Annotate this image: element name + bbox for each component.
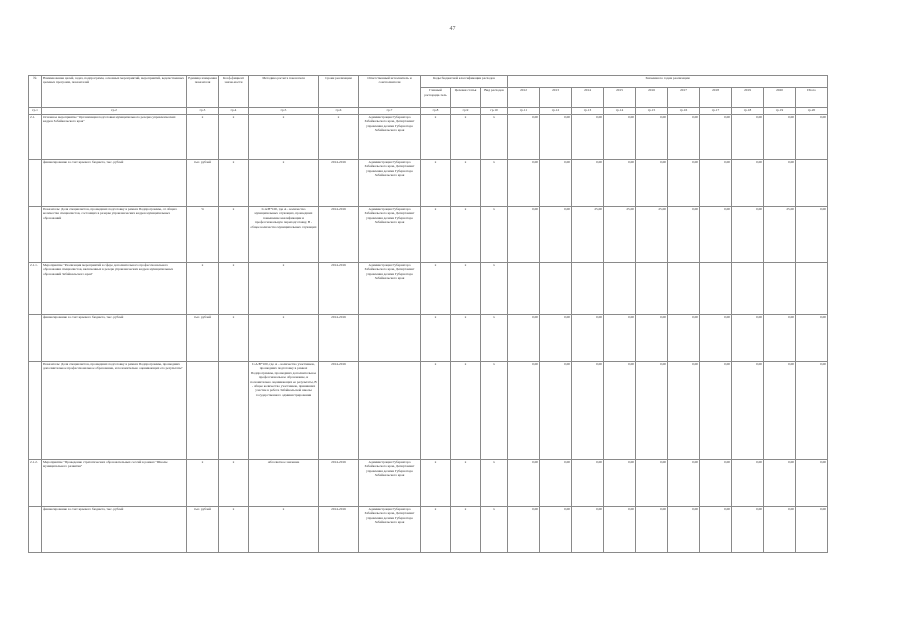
row-budget-prog: х: [451, 160, 481, 207]
row-unit: х: [187, 115, 219, 160]
row-value: 0,00: [668, 115, 700, 160]
column-number: гр.4: [219, 108, 249, 115]
row-value: [604, 263, 636, 315]
row-value: 0,00: [668, 315, 700, 362]
table-body: [29, 115, 828, 553]
column-number: гр.12: [540, 108, 572, 115]
header-values: Значения по годам реализации: [508, 76, 828, 88]
header-year: 2017: [668, 88, 700, 108]
row-value: 0,00: [604, 460, 636, 507]
row-value: 0,00: [700, 507, 732, 553]
column-number: гр.19: [764, 108, 796, 115]
column-number: гр.2: [42, 108, 187, 115]
row-unit: %: [187, 207, 219, 263]
page-number: 47: [449, 26, 456, 32]
header-method: Методика расчета показателя: [249, 76, 319, 108]
row-budget-prog: х: [451, 115, 481, 160]
row-budget-prog: х: [451, 315, 481, 362]
row-budget-main: х: [421, 263, 451, 315]
row-responsible: [359, 362, 421, 460]
column-number: гр.16: [668, 108, 700, 115]
row-value: 0,00: [732, 460, 764, 507]
column-number: гр.18: [732, 108, 764, 115]
row-value: 0,00: [636, 507, 668, 553]
row-value: 0,00: [764, 160, 796, 207]
row-term: 2014-2016: [319, 315, 359, 362]
row-value: 0,00: [732, 362, 764, 460]
row-value: 0,00: [636, 315, 668, 362]
column-number: гр.9: [451, 108, 481, 115]
column-number: гр.13: [572, 108, 604, 115]
row-value: 0,00: [700, 460, 732, 507]
column-number: гр.17: [700, 108, 732, 115]
row-method: Абсолютное значение: [249, 460, 319, 507]
row-value: 0,00: [732, 160, 764, 207]
table-row: [29, 263, 828, 315]
row-budget-main: х: [421, 207, 451, 263]
row-coef: х: [219, 160, 249, 207]
row-number: 2.1.2.: [29, 460, 42, 507]
row-number: [29, 507, 42, 553]
row-value: [508, 263, 540, 315]
row-value: 0,00: [668, 207, 700, 263]
row-value: 0,00: [572, 160, 604, 207]
header-budget-prog: Целевая статья: [451, 88, 481, 108]
column-number: гр.20: [796, 108, 828, 115]
row-unit: х: [187, 263, 219, 315]
row-budget-type: х: [481, 263, 508, 315]
header-year: 2020: [764, 88, 796, 108]
row-value: 0,00: [732, 315, 764, 362]
column-number: гр.1: [29, 108, 42, 115]
row-value: 0,00: [636, 362, 668, 460]
row-value: 0,00: [604, 115, 636, 160]
row-value: 0,00: [540, 160, 572, 207]
row-budget-main: х: [421, 362, 451, 460]
header-budget-codes: Коды бюджетной классификации расходов: [421, 76, 508, 88]
row-value: 0,00: [508, 362, 540, 460]
row-value: 0,00: [540, 362, 572, 460]
row-value: 0,00: [764, 507, 796, 553]
table-row: [29, 315, 828, 362]
row-unit: [187, 362, 219, 460]
row-value: 0,00: [636, 115, 668, 160]
table-row: [29, 160, 828, 207]
row-value: 0,00: [796, 207, 828, 263]
row-value: 0,00: [700, 362, 732, 460]
row-number: 2.1.: [29, 115, 42, 160]
row-name: Показатель: Доля специалистов, прошедших подготовку в рамках Подпрограммы, от общего количества специалистов, состоящих в резерве управленческих кадров муниципальных образований: [42, 207, 187, 263]
row-value: 0,00: [540, 207, 572, 263]
row-responsible: Администрация Губернатора Забайкальского края, Департамент управления делами Губернатора Забайкальского края: [359, 460, 421, 507]
column-number: гр.10: [481, 108, 508, 115]
header-responsible: Ответственный исполнитель и соисполнители: [359, 76, 421, 108]
row-value: 0,00: [508, 160, 540, 207]
row-value: 25,00: [764, 207, 796, 263]
row-term: 2014-2016: [319, 263, 359, 315]
row-value: 25,00: [604, 207, 636, 263]
row-budget-main: х: [421, 115, 451, 160]
row-value: 0,00: [636, 160, 668, 207]
row-budget-prog: х: [451, 507, 481, 553]
row-value: 0,00: [668, 507, 700, 553]
row-value: 0,00: [700, 115, 732, 160]
row-value: 0,00: [508, 315, 540, 362]
row-value: [636, 263, 668, 315]
table-row: [29, 507, 828, 553]
row-value: 0,00: [764, 362, 796, 460]
row-value: 0,00: [508, 507, 540, 553]
row-value: 0,00: [572, 315, 604, 362]
row-number: [29, 207, 42, 263]
column-number: гр.14: [604, 108, 636, 115]
row-name: Основное мероприятие "Организация подготовки муниципального резерва управленческих кадров Забайкальского края": [42, 115, 187, 160]
row-value: 0,00: [668, 160, 700, 207]
header-year: 2015: [604, 88, 636, 108]
row-value: 0,00: [572, 460, 604, 507]
column-number: гр.6: [319, 108, 359, 115]
row-value: 0,00: [732, 507, 764, 553]
row-unit: х: [187, 460, 219, 507]
row-budget-main: х: [421, 507, 451, 553]
row-value: 0,00: [732, 207, 764, 263]
row-value: 0,00: [796, 115, 828, 160]
row-value: 0,00: [540, 507, 572, 553]
row-method: I=A/B*100, где А – количество участников, прошедших подготовку в рамках Подпрограммы, прошедших дополнительное профессиональное образование, и положительно оценивающих ее результаты, В - общее количество участников, принявших участие в работе Забайкальской школы государственного администрирования: [249, 362, 319, 460]
row-value: 0,00: [604, 160, 636, 207]
column-number: гр.11: [508, 108, 540, 115]
header-year: 2013: [540, 88, 572, 108]
column-number-row: [29, 108, 828, 115]
column-number: гр.15: [636, 108, 668, 115]
header-row: [29, 76, 828, 88]
column-number: гр.5: [249, 108, 319, 115]
row-responsible: Администрация Губернатора Забайкальского края, Департамент управления делами Губернатора Забайкальского края: [359, 507, 421, 553]
row-responsible: Администрация Губернатора Забайкальского края, Департамент управления делами Губернатора Забайкальского края: [359, 207, 421, 263]
row-value: 25,00: [572, 207, 604, 263]
row-responsible: Администрация Губернатора Забайкальского края, Департамент управления делами Губернатора Забайкальского края: [359, 160, 421, 207]
row-name: Показатель: Доля специалистов, прошедших подготовку в рамках Подпрограммы, прошедших дополнительное профессиональное образование, и положительно оценивающих его результаты": [42, 362, 187, 460]
table-row: [29, 207, 828, 263]
row-budget-prog: х: [451, 362, 481, 460]
row-method: х: [249, 315, 319, 362]
row-value: 0,00: [508, 460, 540, 507]
row-budget-type: х: [481, 507, 508, 553]
row-name: финансирование за счет краевого бюджета, тыс. рублей: [42, 507, 187, 553]
column-number: гр.7: [359, 108, 421, 115]
row-value: 0,00: [540, 315, 572, 362]
row-value: 0,00: [764, 115, 796, 160]
header-no: №: [29, 76, 42, 108]
row-value: 0,00: [540, 115, 572, 160]
row-term: 2014-2016: [319, 362, 359, 460]
row-value: [796, 263, 828, 315]
row-unit: тыс. рублей: [187, 315, 219, 362]
row-value: [668, 263, 700, 315]
table-row: [29, 115, 828, 160]
row-value: 0,00: [700, 315, 732, 362]
row-value: [732, 263, 764, 315]
row-method: х: [249, 263, 319, 315]
row-term: 2014-2016: [319, 160, 359, 207]
row-value: 0,00: [764, 315, 796, 362]
row-budget-type: х: [481, 315, 508, 362]
header-budget-main: Главный распоряди-тель: [421, 88, 451, 108]
row-value: [764, 263, 796, 315]
row-method: х: [249, 115, 319, 160]
row-value: 0,00: [604, 315, 636, 362]
header-unit: Единица измерения показателя: [187, 76, 219, 108]
row-budget-type: х: [481, 362, 508, 460]
row-value: 0,00: [764, 460, 796, 507]
row-term: 2014-2016: [319, 207, 359, 263]
row-unit: тыс. рублей: [187, 160, 219, 207]
row-value: 0,00: [796, 315, 828, 362]
row-number: 2.1.1.: [29, 263, 42, 315]
row-value: 0,00: [604, 362, 636, 460]
row-name: Мероприятие "Проведение стратегических образовательных сессий в рамках "Школы муниципального развития": [42, 460, 187, 507]
row-responsible: Администрация Губернатора Забайкальского края, Департамент управления делами Губернатора Забайкальского края: [359, 115, 421, 160]
row-value: 0,00: [668, 460, 700, 507]
row-unit: тыс. рублей: [187, 507, 219, 553]
row-number: [29, 362, 42, 460]
header-year: 2014: [572, 88, 604, 108]
header-year: 2019: [732, 88, 764, 108]
row-budget-main: х: [421, 160, 451, 207]
row-value: 0,00: [572, 362, 604, 460]
row-value: 0,00: [732, 115, 764, 160]
row-name: финансирование за счет краевого бюджета, тыс. рублей: [42, 315, 187, 362]
row-value: 0,00: [508, 115, 540, 160]
row-budget-main: х: [421, 315, 451, 362]
row-term: х: [319, 115, 359, 160]
column-number: гр.8: [421, 108, 451, 115]
row-value: 0,00: [572, 507, 604, 553]
row-value: [572, 263, 604, 315]
row-value: 0,00: [636, 460, 668, 507]
row-value: 0,00: [572, 115, 604, 160]
row-budget-prog: х: [451, 460, 481, 507]
row-number: [29, 315, 42, 362]
row-name: финансирование за счет краевого бюджета, тыс. рублей: [42, 160, 187, 207]
row-method: х: [249, 160, 319, 207]
row-responsible: [359, 315, 421, 362]
row-value: 0,00: [700, 160, 732, 207]
row-responsible: Администрация Губернатора Забайкальского края, Департамент управления делами Губернатора Забайкальского края: [359, 263, 421, 315]
header-coef: Коэф-фициент значи-мости: [219, 76, 249, 108]
row-number: [29, 160, 42, 207]
header-year: 2016: [636, 88, 668, 108]
row-value: 0,00: [796, 362, 828, 460]
row-coef: х: [219, 460, 249, 507]
row-value: 25,00: [636, 207, 668, 263]
row-budget-type: х: [481, 207, 508, 263]
row-budget-prog: х: [451, 263, 481, 315]
row-method: I=A/B*100, где А - количество муниципальных служащих, прошедших повышение квалификации и профессиональную переподготовку, В - общее количество муниципальных служащих: [249, 207, 319, 263]
program-table: [28, 75, 828, 553]
row-value: [796, 160, 828, 207]
row-value: 0,00: [796, 507, 828, 553]
row-value: 0,00: [604, 507, 636, 553]
row-coef: х: [219, 207, 249, 263]
row-coef: [219, 362, 249, 460]
header-year: 2018: [700, 88, 732, 108]
row-budget-type: х: [481, 460, 508, 507]
row-method: х: [249, 507, 319, 553]
table-row: [29, 460, 828, 507]
row-value: 0,00: [700, 207, 732, 263]
row-value: 0,00: [796, 460, 828, 507]
table-row: [29, 362, 828, 460]
row-budget-prog: х: [451, 207, 481, 263]
header-name: Наименование целей, задач, подпрограмм, основных мероприятий, мероприятий, ведомственных целевых программ, показателей: [42, 76, 187, 108]
header-year: 2012: [508, 88, 540, 108]
row-coef: х: [219, 263, 249, 315]
row-value: 0,00: [508, 207, 540, 263]
row-coef: х: [219, 507, 249, 553]
header-budget-type: Вид расходов: [481, 88, 508, 108]
row-value: 0,00: [668, 362, 700, 460]
row-budget-type: х: [481, 115, 508, 160]
column-number: гр.3: [187, 108, 219, 115]
row-budget-type: х: [481, 160, 508, 207]
header-term: Сроки реализации: [319, 76, 359, 108]
header-year: Итого: [796, 88, 828, 108]
row-coef: х: [219, 115, 249, 160]
row-value: [540, 263, 572, 315]
row-term: 2014-2016: [319, 460, 359, 507]
row-value: 0,00: [540, 460, 572, 507]
row-term: 2014-2016: [319, 507, 359, 553]
row-coef: х: [219, 315, 249, 362]
row-budget-main: х: [421, 460, 451, 507]
row-name: Мероприятие "Реализация мероприятий в сфере дополнительного профессионального образования специалистов, включенных в резерв управленческих кадров муниципальных образований Забайкальского края": [42, 263, 187, 315]
row-value: [700, 263, 732, 315]
